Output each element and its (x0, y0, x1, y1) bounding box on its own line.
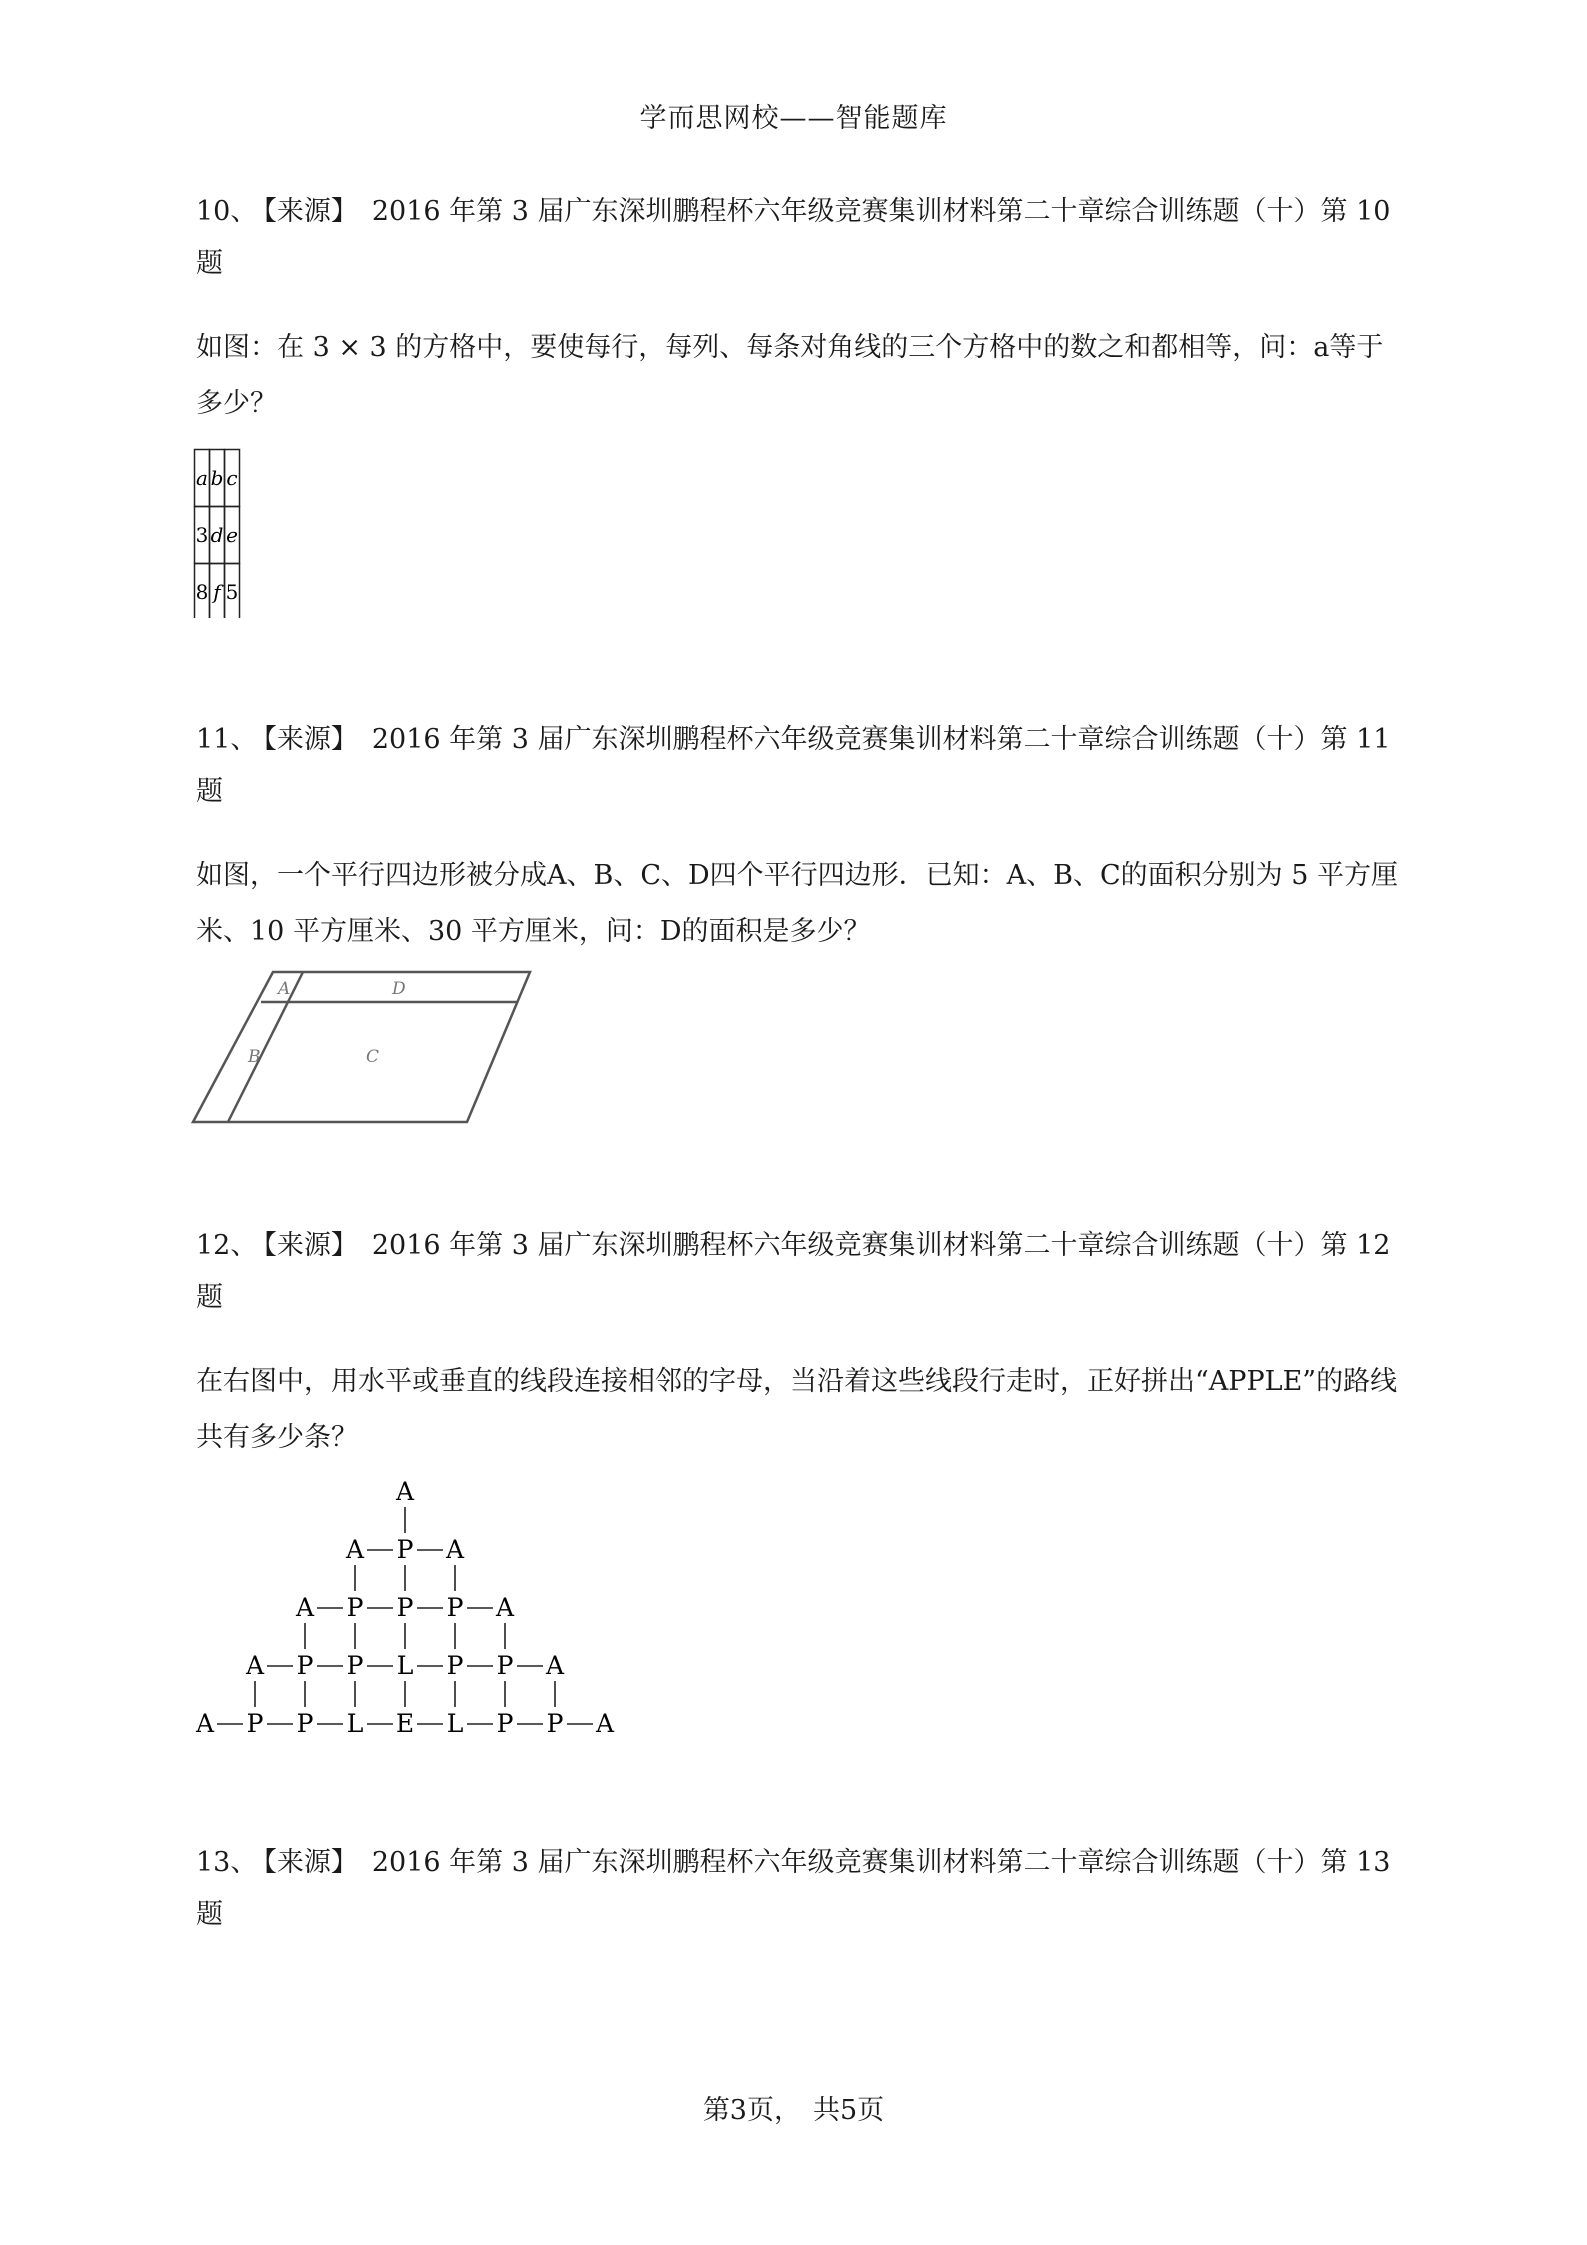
pyramid-letter: L (396, 1651, 414, 1680)
region-label-b: B (248, 1047, 261, 1067)
source-text: 2016 年第 3 届广东深圳鹏程杯六年级竞赛集训材料第二十章综合训练题（十）第 13 题 (196, 1847, 1391, 1930)
pyramid-letter: L (346, 1709, 364, 1738)
grid-cell-value: 8 (195, 580, 209, 604)
pyramid-letter: P (446, 1651, 464, 1680)
question-10 (196, 186, 1406, 432)
magic-square-grid (193, 448, 243, 618)
question-number: 12、 (196, 1230, 258, 1261)
grid-cell-value: d (210, 523, 224, 547)
region-label-d: D (392, 979, 406, 999)
pyramid-letter: A (395, 1477, 415, 1506)
pyramid-letter: P (346, 1651, 364, 1680)
pyramid-letter: A (545, 1651, 565, 1680)
region-label-c: C (366, 1047, 380, 1067)
slanted-divider (228, 972, 303, 1122)
question-13-title (196, 1837, 1406, 1941)
source-label: 【来源】 (263, 1847, 358, 1878)
pyramid-letter: A (295, 1593, 315, 1622)
source-text: 2016 年第 3 届广东深圳鹏程杯六年级竞赛集训材料第二十章综合训练题（十）第 12 题 (196, 1230, 1391, 1313)
pyramid-letter: P (546, 1709, 564, 1738)
grid-cell-value: e (226, 523, 238, 547)
page-footer (0, 2088, 1587, 2127)
grid-cell-value: a (196, 466, 208, 490)
source-label: 【来源】 (263, 196, 358, 227)
question-10-text: 如图：在 3 × 3 的方格中，要使每行，每列、每条对角线的三个方格中的数之和都相等，问：a等于多少？ (196, 332, 1384, 419)
page-total: 共5页 (813, 2095, 885, 2126)
question-12 (196, 1220, 1406, 1466)
question-11 (196, 714, 1406, 960)
grid-cell-value: b (210, 466, 224, 490)
question-11-title (196, 714, 1406, 818)
question-number: 13、 (196, 1847, 258, 1878)
question-13 (196, 1837, 1406, 1941)
pyramid-letter: P (446, 1593, 464, 1622)
pyramid-letter: E (395, 1709, 415, 1738)
question-10-title (196, 186, 1406, 290)
pyramid-letter: P (396, 1535, 414, 1564)
page-number: 第3页， (702, 2095, 801, 2126)
grid-cell-value: 5 (225, 580, 239, 604)
outer-parallelogram (193, 972, 530, 1122)
question-12-title (196, 1220, 1406, 1324)
question-number: 10、 (196, 196, 258, 227)
pyramid-letter: P (396, 1593, 414, 1622)
pyramid-letter: A (495, 1593, 515, 1622)
page-header: 学而思网校——智能题库 (639, 103, 948, 134)
question-12-text: 在右图中，用水平或垂直的线段连接相邻的字母，当沿着这些线段行走时，正好拼出“APPLE”的路线共有多少条？ (196, 1366, 1398, 1453)
pyramid-letter: L (446, 1709, 464, 1738)
pyramid-letter: P (496, 1709, 514, 1738)
pyramid-letter: A (245, 1651, 265, 1680)
source-text: 2016 年第 3 届广东深圳鹏程杯六年级竞赛集训材料第二十章综合训练题（十）第 11 题 (196, 724, 1391, 807)
pyramid-letter: A (195, 1709, 215, 1738)
grid-cell-value: f (213, 580, 221, 604)
apple-letter-pyramid (190, 1470, 630, 1740)
pyramid-letter: P (496, 1651, 514, 1680)
grid-cell-value: 3 (195, 523, 209, 547)
source-label: 【来源】 (263, 724, 358, 755)
pyramid-letter: P (296, 1651, 314, 1680)
grid-cell-value: c (226, 466, 238, 490)
parallelogram-figure (190, 970, 540, 1130)
region-label-a: A (278, 979, 291, 999)
pyramid-letter: P (346, 1593, 364, 1622)
pyramid-letter: A (445, 1535, 465, 1564)
pyramid-letter: A (595, 1709, 615, 1738)
question-number: 11、 (196, 724, 258, 755)
pyramid-letter: P (296, 1709, 314, 1738)
source-label: 【来源】 (263, 1230, 358, 1261)
question-11-text: 如图，一个平行四边形被分成A、B、C、D四个平行四边形．已知：A、B、C的面积分别为 5 平方厘米、10 平方厘米、30 平方厘米，问：D的面积是多少？ (196, 860, 1398, 947)
pyramid-letter: P (246, 1709, 264, 1738)
pyramid-letter: A (345, 1535, 365, 1564)
source-text: 2016 年第 3 届广东深圳鹏程杯六年级竞赛集训材料第二十章综合训练题（十）第 10 题 (196, 196, 1391, 279)
